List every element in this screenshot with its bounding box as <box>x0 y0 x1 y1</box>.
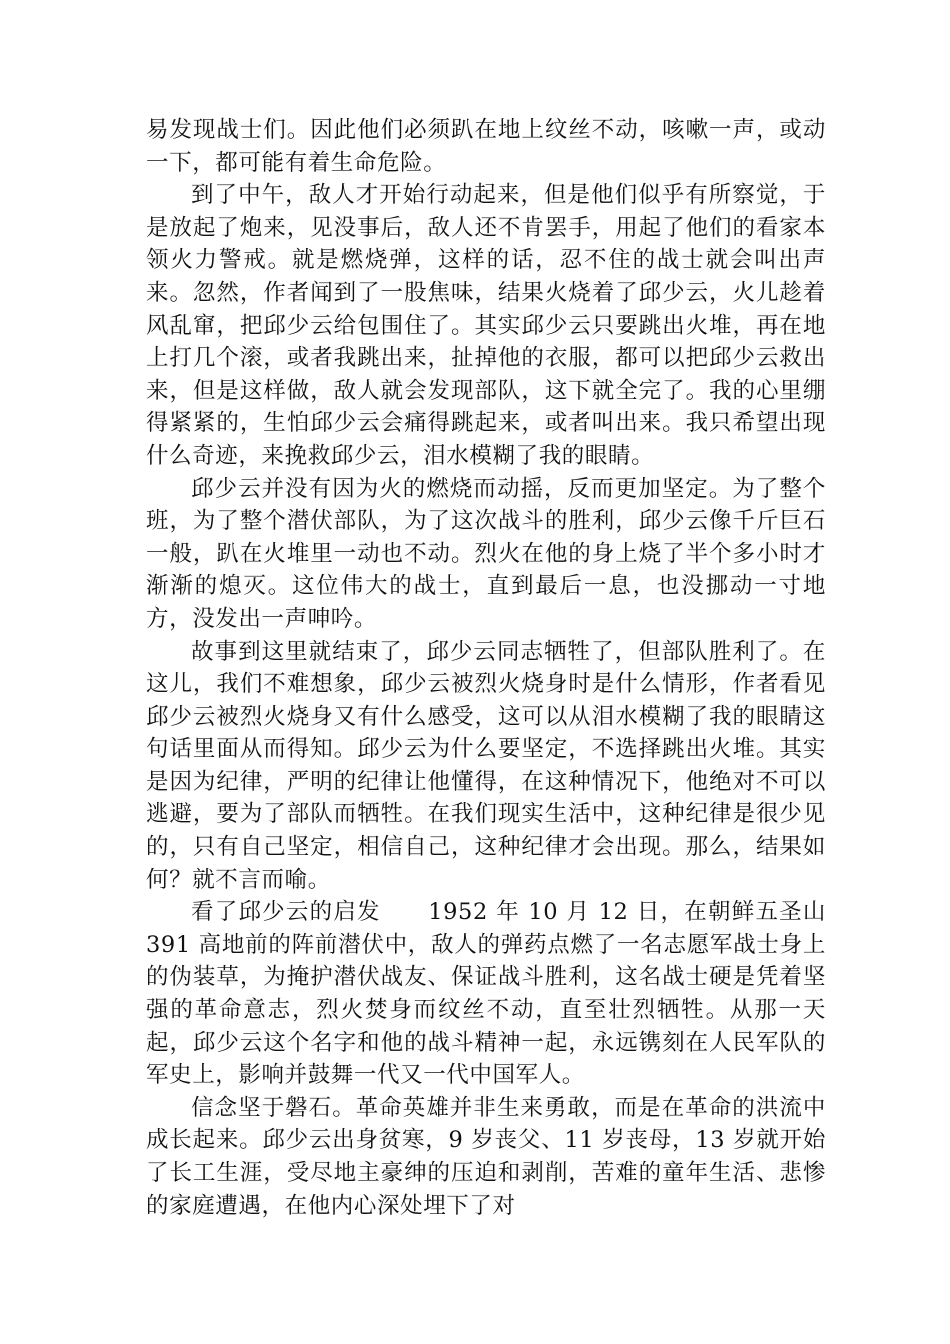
paragraph-continuation: 易发现战士们。因此他们必须趴在地上纹丝不动，咳嗽一声，或动一下，都可能有着生命危险。 <box>146 117 826 176</box>
document-body <box>146 114 826 1222</box>
paragraph-inspiration: 看了邱少云的启发 1952 年 10 月 12 日，在朝鲜五圣山 391 高地前的阵前潜伏中，敌人的弹药点燃了一名志愿军战士身上的伪装草，为掩护潜伏战友、保证战斗胜利，这名战士硬是凭着坚强的革命意志，烈火焚身而纹丝不动，直至壮烈牺牲。从那一天起，邱少云这个名字和他的战斗精神一起，永远镌刻在人民军队的军史上，影响并鼓舞一代又一代中国军人。 <box>146 899 826 1089</box>
paragraph-story-end: 故事到这里就结束了，邱少云同志牺牲了，但部队胜利了。在这儿，我们不难想象，邱少云被烈火烧身时是什么情形，作者看见邱少云被烈火烧身又有什么感受，这可以从泪水模糊了我的眼睛这句话里面从而得知。邱少云为什么要坚定，不选择跳出火堆。其实是因为纪律，严明的纪律让他懂得，在这种情况下，他绝对不可以逃避，要为了部队而牺牲。在我们现实生活中，这种纪律是很少见的，只有自己坚定，相信自己，这种纪律才会出现。那么，结果如何？就不言而喻。 <box>146 638 826 893</box>
paragraph-noon-attack: 到了中午，敌人才开始行动起来，但是他们似乎有所察觉，于是放起了炮来，见没事后，敌人还不肯罢手，用起了他们的看家本领火力警戒。就是燃烧弹，这样的话，忍不住的战士就会叫出声来。忽然，作者闻到了一股焦味，结果火烧着了邱少云，火儿趁着风乱窜，把邱少云给包围住了。其实邱少云只要跳出火堆，再在地上打几个滚，或者我跳出来，扯掉他的衣服，都可以把邱少云救出来，但是这样做，敌人就会发现部队，这下就全完了。我的心里绷得紧紧的，生怕邱少云会痛得跳起来，或者叫出来。我只希望出现什么奇迹，来挽救邱少云，泪水模糊了我的眼睛。 <box>146 182 826 469</box>
paragraph-steadfast: 邱少云并没有因为火的燃烧而动摇，反而更加坚定。为了整个班，为了整个潜伏部队，为了这次战斗的胜利，邱少云像千斤巨石一般，趴在火堆里一动也不动。烈火在他的身上烧了半个多小时才渐渐的熄灭。这位伟大的战士，直到最后一息，也没挪动一寸地方，没发出一声呻吟。 <box>146 475 826 632</box>
paragraph-faith: 信念坚于磐石。革命英雄并非生来勇敢，而是在革命的洪流中成长起来。邱少云出身贫寒，9 岁丧父、11 岁丧母，13 岁就开始了长工生涯，受尽地主豪绅的压迫和剥削，苦难的童年生活、悲惨的家庭遭遇，在他内心深处埋下了对 <box>146 1094 826 1219</box>
